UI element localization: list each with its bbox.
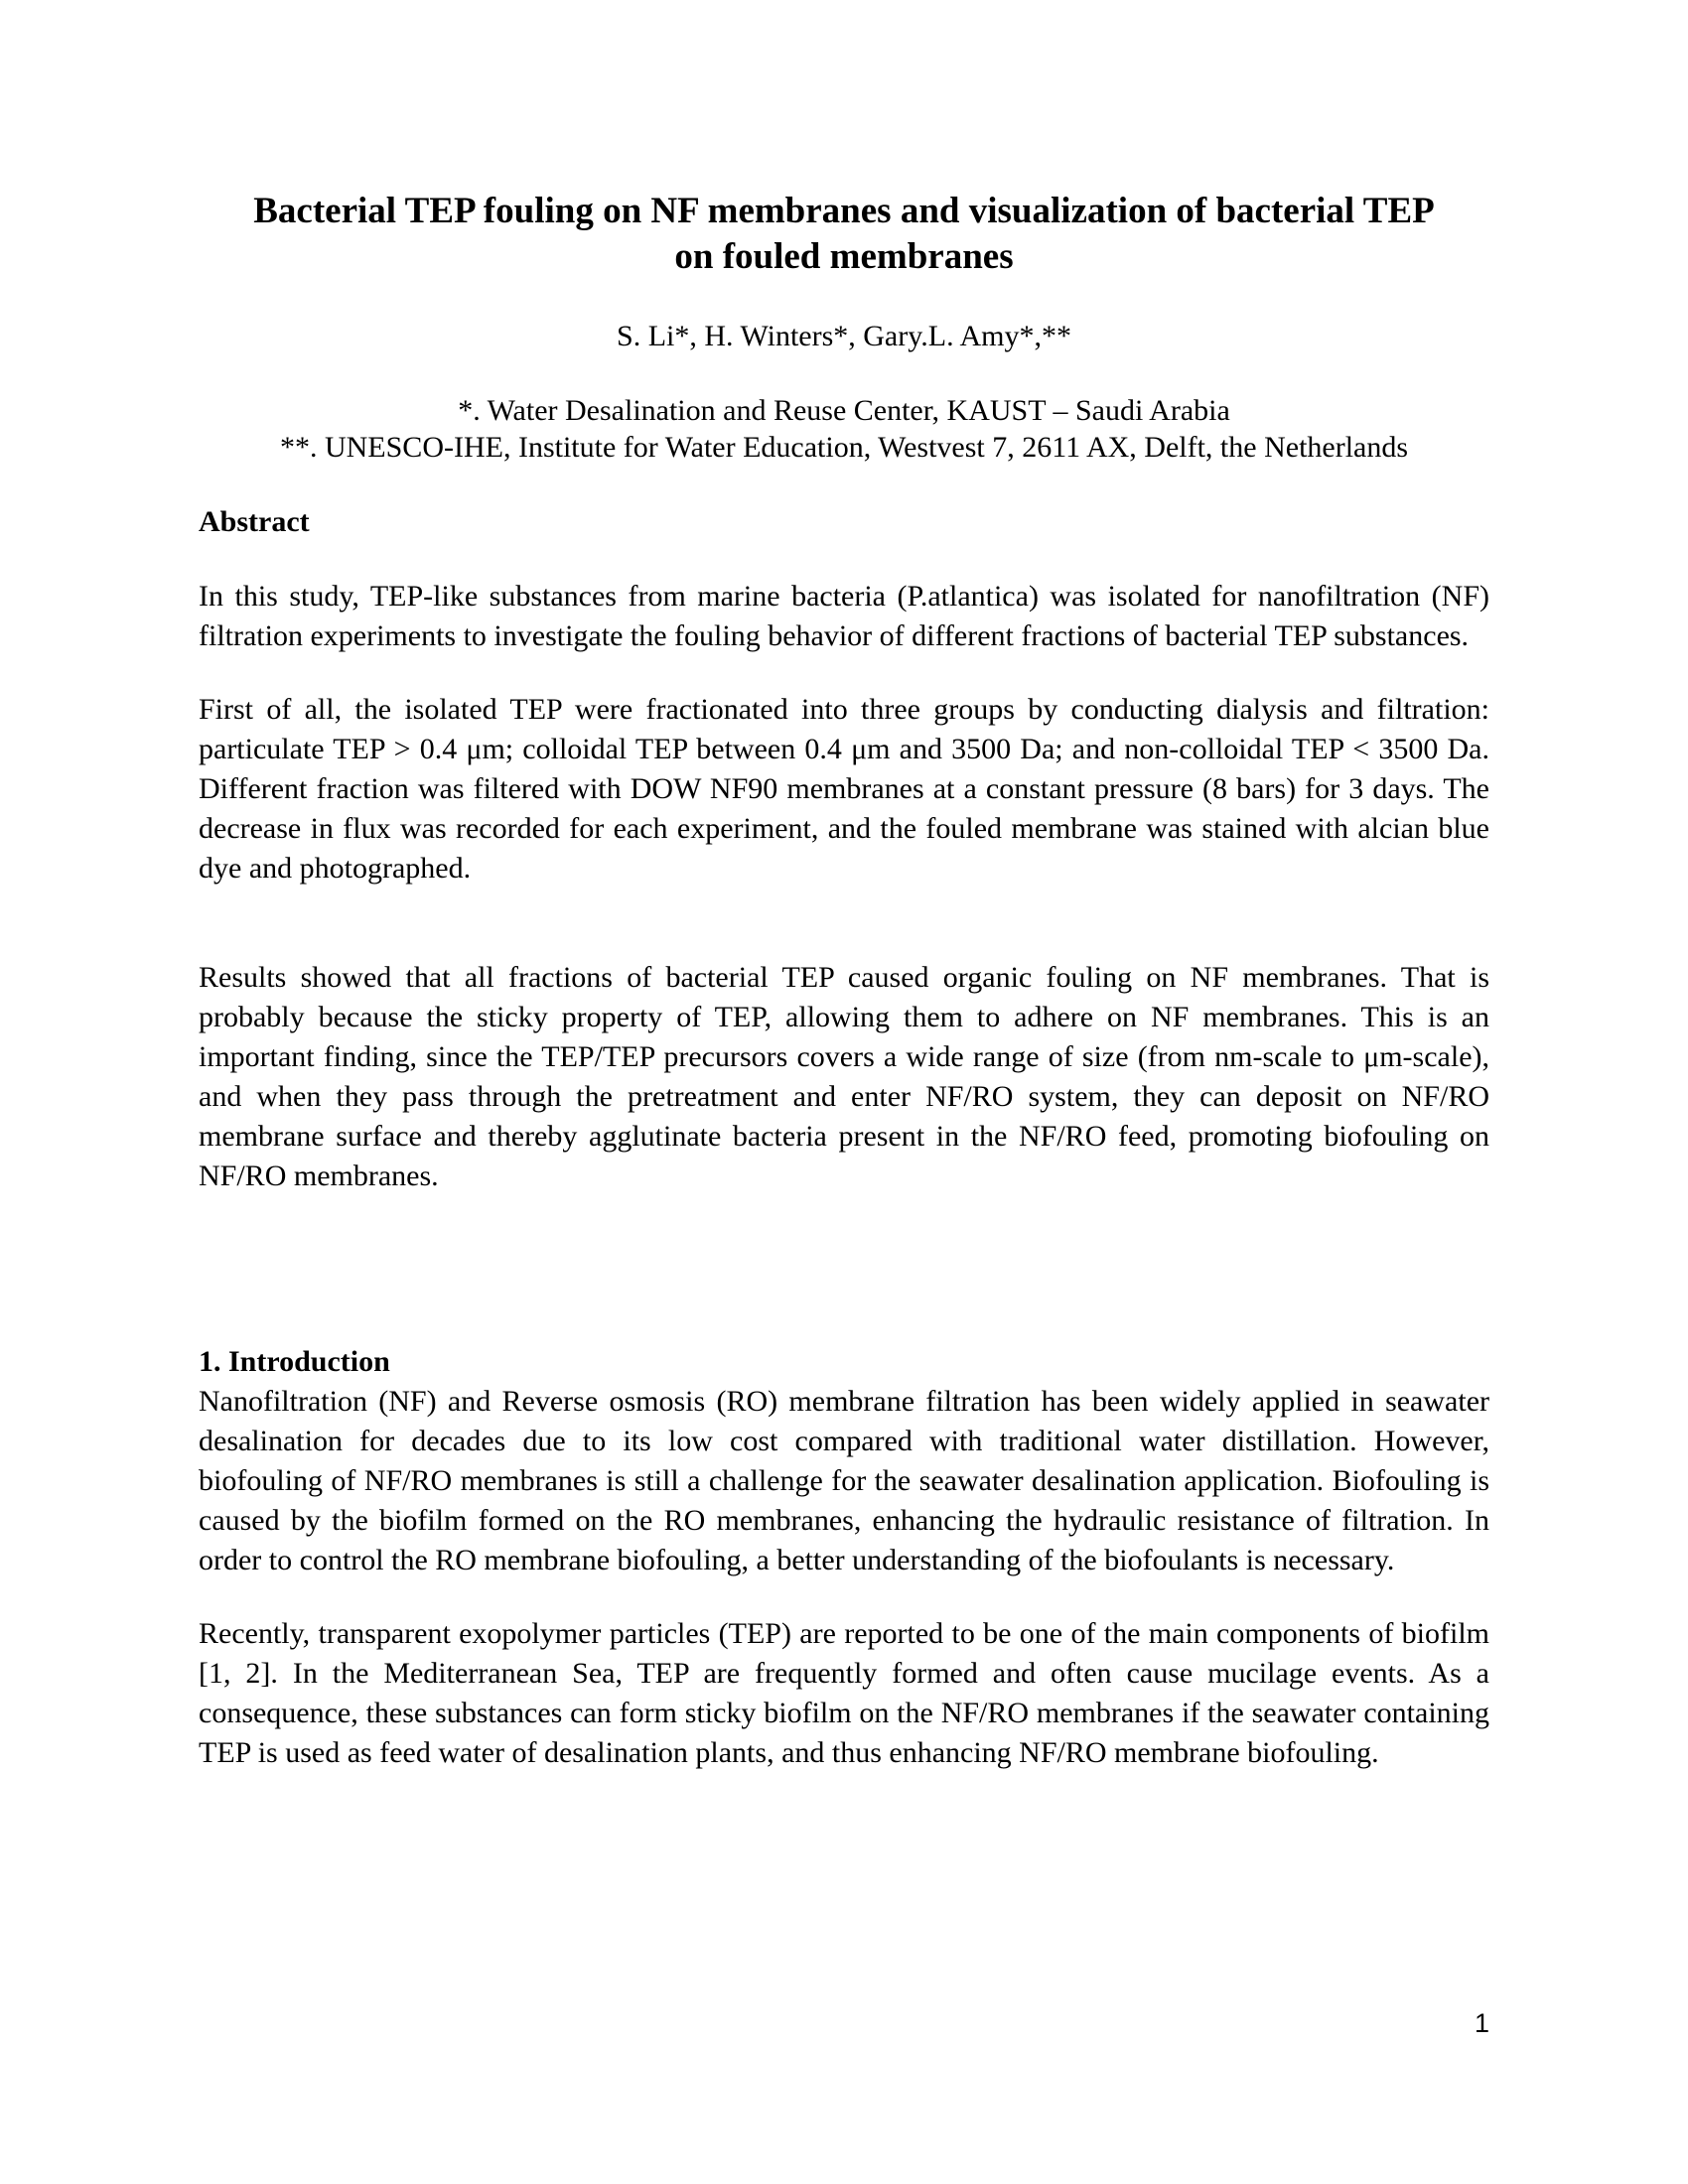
introduction-paragraph-1: Nanofiltration (NF) and Reverse osmosis (RO) membrane filtration has been widely applied in seawater desalination for decades due to its low cost compared with traditional water distillation. However, biofouling of NF/RO membranes is still a challenge for the seawater desalination application. Biofouling is caused by the biofilm formed on the RO membranes, enhancing the hydraulic resistance of filtration. In order to control the RO membrane biofouling, a better understanding of the biofoulants is necessary. (199, 1385, 1489, 1576)
affiliations-block (199, 392, 1489, 466)
authors-line: S. Li*, H. Winters*, Gary.L. Amy*,** (617, 320, 1071, 352)
abstract-paragraph-3: Results showed that all fractions of bacterial TEP caused organic fouling on NF membranes. That is probably because the sticky property of TEP, allowing them to adhere on NF membranes. This is an important finding, since the TEP/TEP precursors covers a wide range of size (from nm-scale to μm-scale), and when they pass through the pretreatment and enter NF/RO system, they can deposit on NF/RO membrane surface and thereby agglutinate bacteria present in the NF/RO feed, promoting biofouling on NF/RO membranes. (199, 961, 1489, 1192)
abstract-paragraph-2: First of all, the isolated TEP were fractionated into three groups by conducting dialysis and filtration: particulate TEP > 0.4 μm; colloidal TEP between 0.4 μm and 3500 Da; and non-colloidal TEP < 3500 Da. Different fraction was filtered with DOW NF90 membranes at a constant pressure (8 bars) for 3 days. The decrease in flux was recorded for each experiment, and the fouled membrane was stained with alcian blue dye and photographed. (199, 693, 1489, 885)
document-page (199, 0, 1489, 1773)
affiliation-line-2: **. UNESCO-IHE, Institute for Water Education, Westvest 7, 2611 AX, Delft, the Netherlands (279, 431, 1409, 464)
introduction-heading: 1. Introduction (199, 1345, 390, 1378)
paper-title-line1: Bacterial TEP fouling on NF membranes and visualization of bacterial TEP (253, 191, 1435, 231)
affiliation-line-1: *. Water Desalination and Reuse Center, KAUST – Saudi Arabia (458, 394, 1230, 427)
introduction-paragraph-2: Recently, transparent exopolymer particles (TEP) are reported to be one of the main components of biofilm [1, 2]. In the Mediterranean Sea, TEP are frequently formed and often cause mucilage events. As a consequence, these substances can form sticky biofilm on the NF/RO membranes if the seawater containing TEP is used as feed water of desalination plants, and thus enhancing NF/RO membrane biofouling. (199, 1617, 1489, 1769)
page-number: 1 (1474, 2008, 1489, 2038)
paper-title (199, 189, 1489, 280)
abstract-heading: Abstract (199, 505, 310, 538)
abstract-paragraph-1: In this study, TEP-like substances from marine bacteria (P.atlantica) was isolated for nanofiltration (NF) filtration experiments to investigate the fouling behavior of different fractions of bacterial TEP substances. (199, 580, 1489, 652)
paper-title-line2: on fouled membranes (674, 236, 1014, 277)
